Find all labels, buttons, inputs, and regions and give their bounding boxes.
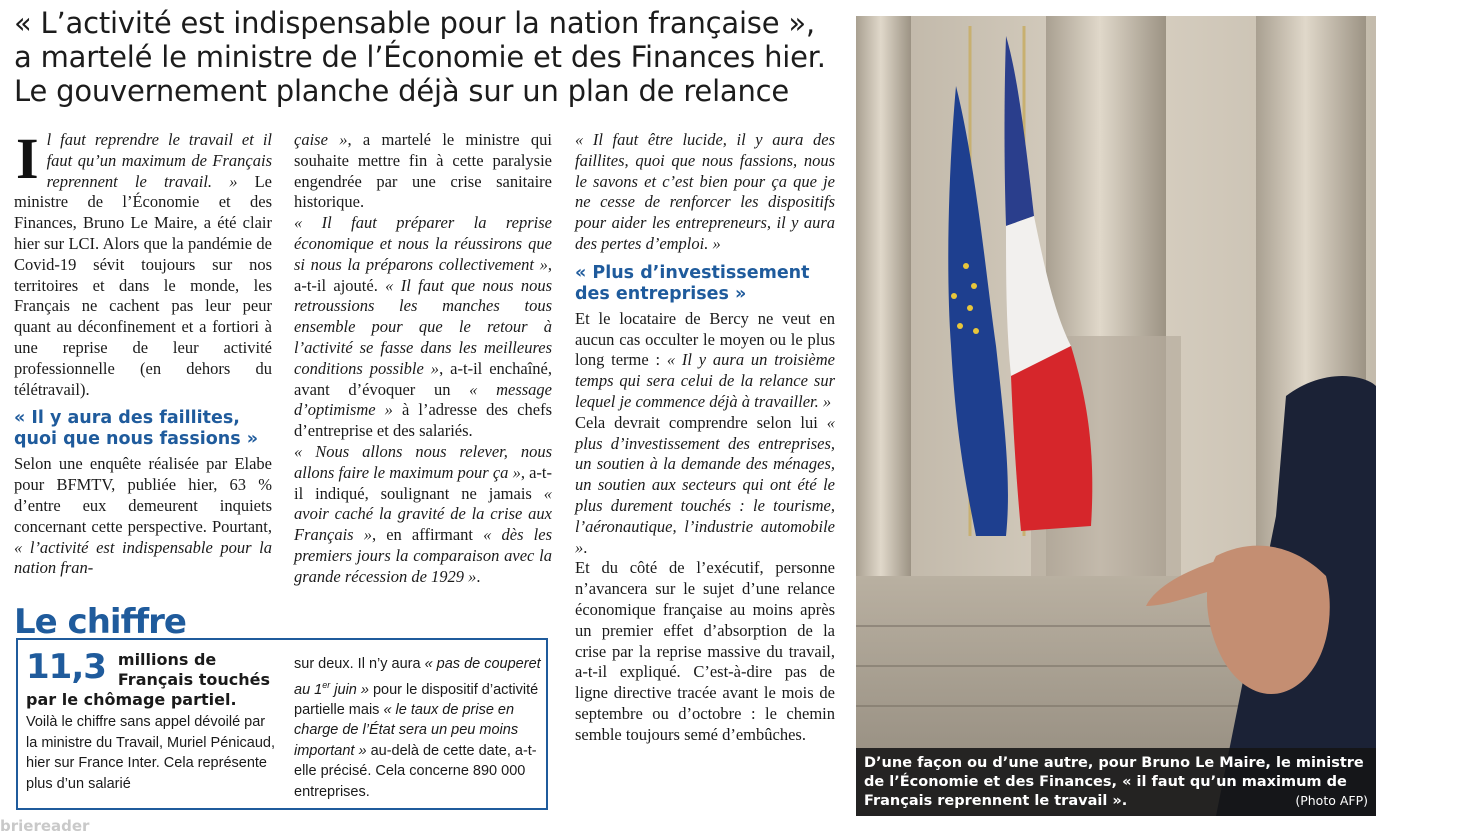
photo-column-left — [856, 16, 911, 616]
quote-gravite: « avoir caché la gravité de la crise aux Français » — [294, 483, 552, 545]
text-fragment: au-delà de cette date, a-t-elle précisé. Cela concerne 890 000 entreprises. — [294, 742, 537, 800]
headline-line-3: Le gouvernement planche déjà sur un plan de relance — [14, 74, 790, 108]
text-fragment: . — [476, 566, 481, 586]
quote-taux: « le taux de prise en charge de l’État sera un peu moins important » — [294, 701, 519, 759]
paragraph-secteurs — [575, 413, 835, 559]
intro-paragraph — [14, 126, 272, 400]
article-headline — [14, 6, 844, 108]
text-fragment: , a-t-il ajouté. — [294, 254, 552, 295]
article-photo — [856, 16, 1376, 816]
quote-optimisme: « message d’optimisme » — [294, 379, 553, 420]
photo-caption — [856, 748, 1376, 816]
chiffre-right-column — [294, 654, 542, 802]
paragraph-reprise — [294, 213, 552, 442]
text-fragment: , en affirmant — [371, 525, 484, 545]
text-fragment: , a-t-il indiqué, soulignant ne jamais — [294, 462, 552, 503]
chiffre-title: Le chiffre — [14, 602, 186, 642]
quote-reprise: « Il faut préparer la reprise économique et nous la réussirons que si nous la préparons collectivement » — [294, 213, 552, 274]
subheading-faillites: « Il y aura des faillites, quoi que nous fassions » — [14, 408, 259, 450]
text-fragment: , a-t-il enchaîné, avant d’évoquer un — [294, 358, 552, 399]
superscript: er — [322, 679, 331, 690]
intro-text: Le ministre de l’Économie et des Finances, Bruno Le Maire, a été clair hier sur LCI. Alors que la pandémie de Covid-19 sévit toujours sur nos territoires et dans le monde, les Français ne cachent pas leur peur quant au déconfinement et a fortiori à une reprise de leur activité professionnelle (en dehors du télétravail). — [14, 171, 272, 399]
article-column-3 — [575, 130, 835, 746]
paragraph-executif: Et du côté de l’exécutif, personne n’avancera sur le sujet d’une relance économique française au moins après un premier effet d’absorption de la crise par la reprise massive du travail, a-t-il expliqué. C’est-à-dire pas de ligne directive tracée avant le mois de septembre ou d’octobre : le chemin semble toujours semé d’embûches. — [575, 558, 835, 744]
text-fragment: pour le dispositif d’activité partielle mais — [294, 681, 539, 718]
chiffre-box — [16, 638, 548, 810]
quote-relever: « Nous allons nous relever, nous allons faire le maximum pour ça » — [294, 441, 552, 482]
survey-text: Selon une enquête réalisée par Elabe pour BFMTV, publiée hier, 63 % d’entre eux demeurent inquiets concernant cette perspective. Pourtant, — [14, 454, 272, 536]
watermark: briereader — [0, 817, 90, 835]
chiffre-lead-a: millions de Français touchés — [117, 650, 271, 689]
headline-line-2: a martelé le ministre de l’Économie et des Finances hier. — [14, 40, 826, 74]
quote-relance: « Il y aura un troisième temps qui sera celui de la relance sur lequel je commence déjà à travailler. » — [575, 350, 835, 411]
text-fragment: Et le locataire de Bercy ne veut en aucun cas occulter le moyen ou le plus long terme : — [575, 308, 835, 370]
headline-line-1: « L’activité est indispensable pour la nation française », — [14, 6, 815, 40]
quote-1929: « dès les premiers jours la comparaison avec la grande récession de 1929 » — [294, 525, 552, 586]
subheading-investissement: « Plus d’investissement des entreprises » — [575, 262, 810, 304]
article-column-1 — [14, 126, 272, 579]
paragraph-bercy — [575, 309, 835, 413]
continuation-text: , a martelé le ministre qui souhaite mettre fin à cette paralysie engendrée par une crise sanitaire historique. — [294, 130, 553, 212]
paragraph-lucide: « Il faut être lucide, il y aura des faillites, quoi que nous fassions, nous le savons et c’est bien pour ça que je ne cesse de renforcer les dispositifs pour aider les entrepreneurs, il y aura des pertes d’emploi. » — [575, 130, 835, 253]
intro-quote: l faut reprendre le travail et il faut qu’un maximum de Français reprennent le travail. » — [46, 130, 272, 191]
survey-quote: « l’activité est indispensable pour la nation fran- — [14, 537, 272, 578]
photo-illustration — [856, 16, 1376, 816]
chiffre-lead-b: par le chômage partiel. — [26, 690, 237, 709]
quote-manches: « Il faut que nous nous retroussions les manches tous ensemble pour que le retour à l’activité se fasse dans les meilleures conditions possible » — [294, 275, 552, 378]
paragraph-relever — [294, 442, 552, 588]
quote-fragment: çaise » — [294, 130, 348, 149]
quote-couperet: « pas de couperet au 1 — [294, 656, 541, 698]
text-fragment: . — [583, 537, 588, 557]
caption-text: D’une façon ou d’une autre, pour Bruno Le Maire, le ministre de l’Économie et des Finances, « il faut qu’un maximum de Français reprennent le travail ». — [864, 755, 1364, 809]
text-fragment: Cela devrait comprendre selon lui — [575, 412, 827, 432]
text-fragment: sur deux. Il n’y aura — [294, 656, 425, 672]
text-fragment: à l’adresse des chefs d’entreprise et des salariés. — [294, 400, 552, 441]
chiffre-number: 11,3 — [26, 647, 106, 687]
paragraph-continuation — [294, 130, 552, 213]
chiffre-left-column — [26, 647, 278, 794]
drop-cap: I — [16, 126, 39, 191]
chiffre-body: Voilà le chiffre sans appel dévoilé par la ministre du Travail, Muriel Pénicaud, hier sur France Inter. Cela représente plus d’un salarié — [26, 714, 276, 792]
quote-secteurs: « plus d’investissement des entreprises, un soutien à la demande des ménages, un soutien aux secteurs qui ont été le plus durement touchés : le tourisme, l’aéronautique, l’industrie automobile » — [575, 412, 835, 557]
photo-credit: (Photo AFP) — [1295, 793, 1368, 808]
article-column-2 — [294, 130, 552, 588]
paragraph-survey — [14, 454, 272, 579]
quote-juin: juin » — [330, 681, 369, 698]
